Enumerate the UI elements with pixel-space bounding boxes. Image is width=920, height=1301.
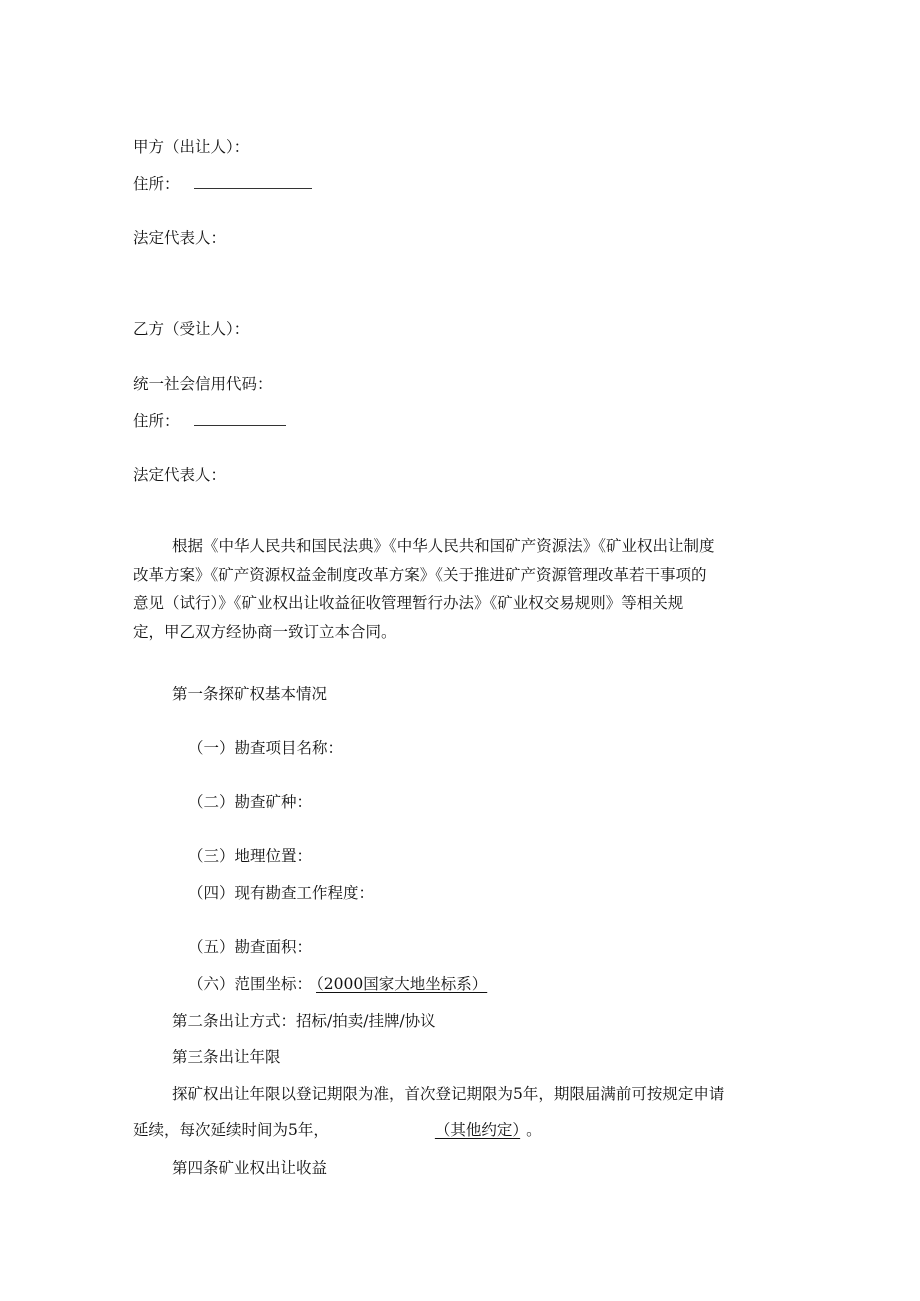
article1-item: （三）地理位置：	[188, 847, 313, 865]
preamble-line: 根据《中华人民共和国民法典》《中华人民共和国矿产资源法》《矿业权出让制度	[172, 537, 715, 555]
preamble-paragraph	[133, 532, 793, 646]
article1-item: （四）现有勘查工作程度：	[188, 884, 375, 902]
article3-other-terms: （其他约定）	[434, 1121, 521, 1139]
party-b-credit-code: 统一社会信用代码：	[133, 375, 273, 393]
article3-title: 第三条出让年限	[172, 1048, 281, 1066]
article3-line1: 探矿权出让年限以登记期限为准，首次登记期限为5年，期限届满前可按规定申请	[172, 1085, 725, 1103]
party-b-address-label: 住所：	[133, 412, 180, 430]
preamble-line: 改革方案》《矿产资源权益金制度改革方案》《关于推进矿产资源管理改革若干事项的	[133, 565, 707, 584]
party-a-address-blank	[194, 174, 312, 189]
party-a-address-label: 住所：	[133, 175, 180, 193]
party-b-legal-rep: 法定代表人：	[133, 466, 227, 484]
party-a-heading: 甲方（出让人）：	[133, 138, 250, 156]
preamble-line: 意见（试行）》《矿业权出让收益征收管理暂行办法》《矿业权交易规则》等相关规	[133, 594, 684, 612]
article1-item: （五）勘查面积：	[188, 938, 313, 956]
article1-item: （一）勘查项目名称：	[188, 739, 344, 757]
party-b-address-blank	[194, 411, 286, 426]
article1-title: 第一条探矿权基本情况	[172, 685, 328, 703]
party-a-address	[133, 174, 312, 194]
article4-title: 第四条矿业权出让收益	[172, 1159, 328, 1177]
article2-title: 第二条出让方式：招标/拍卖/挂牌/协议	[172, 1012, 436, 1030]
article1-coords	[188, 974, 493, 994]
coords-value: （2000国家大地坐标系）	[316, 975, 488, 993]
preamble-line: 定，甲乙双方经协商一致订立本合同。	[133, 622, 397, 641]
coords-label: （六）范围坐标：	[188, 975, 313, 993]
article3-line2	[133, 1120, 542, 1140]
article1-item: （二）勘查矿种：	[188, 793, 313, 811]
party-b-heading: 乙方（受让人）：	[133, 320, 250, 338]
article3-line2-prefix: 延续，每次延续时间为5年，	[133, 1121, 329, 1139]
party-a-legal-rep: 法定代表人：	[133, 229, 227, 247]
article3-line2-suffix: 。	[526, 1121, 542, 1139]
party-b-address	[133, 411, 286, 431]
